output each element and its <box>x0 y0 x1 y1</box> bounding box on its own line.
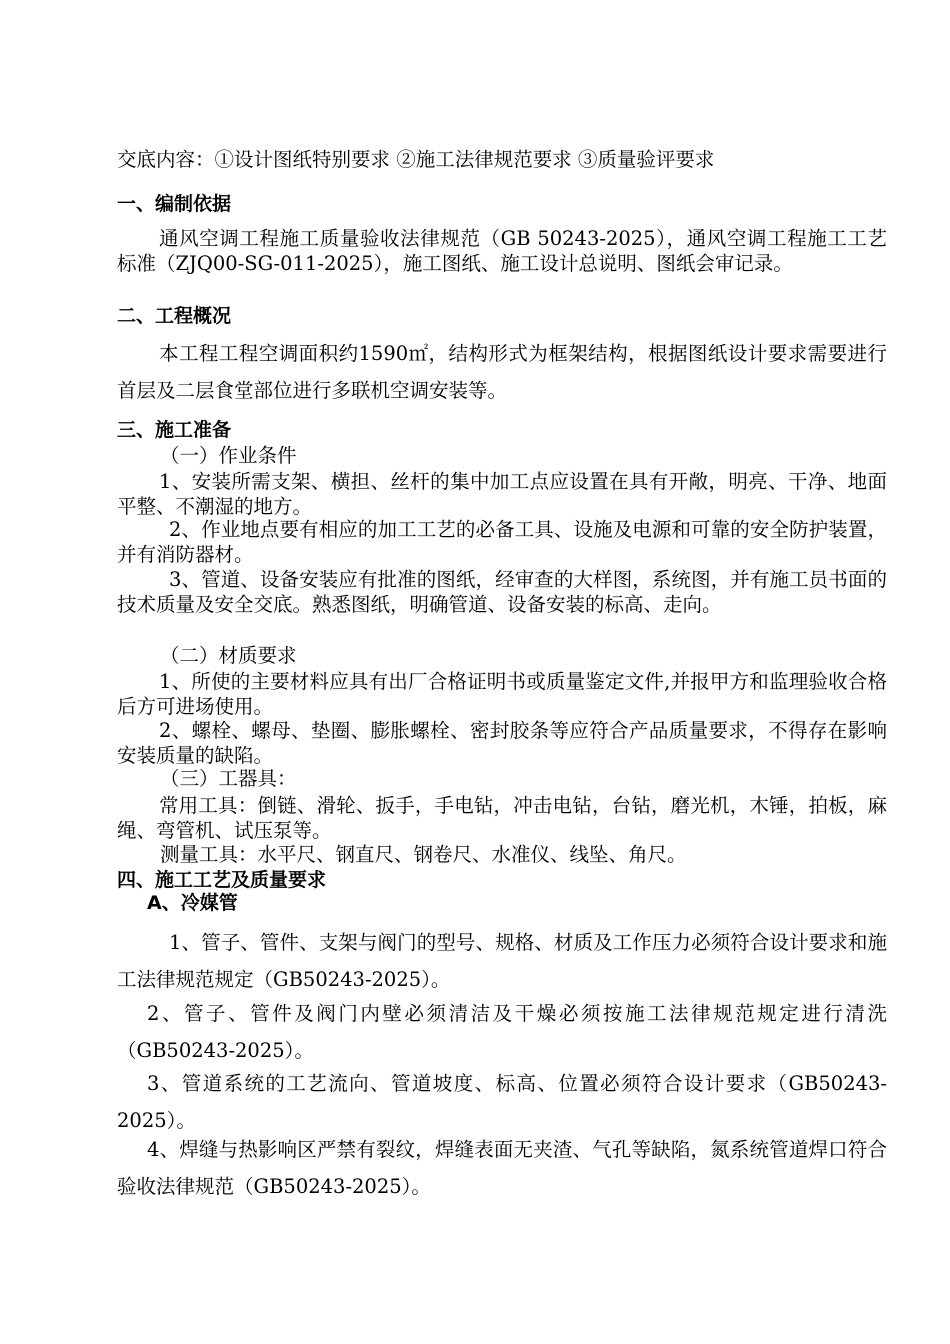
section-3-item-1: 1、安装所需支架、横担、丝杆的集中加工点应设置在具有开敞，明亮、干净、地面平整、不潮湿的地方。 <box>117 470 887 518</box>
section-4-heading: 四、施工工艺及质量要求 <box>117 869 327 891</box>
section-3-tools-common: 常用工具：倒链、滑轮、扳手，手电钻，冲击电钻，台钻，磨光机，木锤，拍板，麻绳、弯管机、试压泵等。 <box>117 794 887 842</box>
section-4-item-2: 2、管子、管件及阀门内壁必须清洁及干燥必须按施工法律规范规定进行清洗（GB50243-2025）。 <box>117 1002 887 1063</box>
section-3-sub-1: （一）作业条件 <box>160 444 297 467</box>
section-4-sub-a: A、冷媒管 <box>147 892 238 914</box>
section-3-item-2: 2、作业地点要有相应的加工工艺的必备工具、设施及电源和可靠的安全防护装置，并有消防器材。 <box>117 518 887 566</box>
section-4-item-3: 3、管道系统的工艺流向、管道坡度、标高、位置必须符合设计要求（GB50243-2025）。 <box>117 1072 887 1133</box>
section-2-text: 本工程工程空调面积约1590㎡，结构形式为框架结构，根据图纸设计要求需要进行首层及二层食堂部位进行多联机空调安装等。 <box>117 342 887 403</box>
section-3-sub-3: （三）工器具： <box>160 767 297 790</box>
section-3-item-3: 3、管道、设备安装应有批准的图纸，经审查的大样图，系统图，并有施工员书面的技术质量及安全交底。熟悉图纸，明确管道、设备安装的标高、走向。 <box>117 568 887 616</box>
section-1-heading: 一、编制依据 <box>117 193 232 215</box>
section-3-sub-2: （二）材质要求 <box>160 644 297 667</box>
section-4-item-1: 1、管子、管件、支架与阀门的型号、规格、材质及工作压力必须符合设计要求和施工法律规范规定（GB50243-2025）。 <box>117 931 887 992</box>
section-2-heading: 二、工程概况 <box>117 305 232 327</box>
section-3-item-5: 2、螺栓、螺母、垫圈、膨胀螺栓、密封胶条等应符合产品质量要求，不得存在影响安装质量的缺陷。 <box>117 719 887 767</box>
section-3-heading: 三、施工准备 <box>117 419 232 441</box>
section-3-item-4: 1、所使的主要材料应具有出厂合格证明书或质量鉴定文件,并报甲方和监理验收合格后方可进场使用。 <box>117 670 887 718</box>
section-1-text: 通风空调工程施工质量验收法律规范（GB 50243-2025），通风空调工程施工工艺标准（ZJQ00-SG-011-2025），施工图纸、施工设计总说明、图纸会审记录。 <box>117 227 887 275</box>
intro-line: 交底内容：①设计图纸特别要求 ②施工法律规范要求 ③质量验评要求 <box>117 148 715 171</box>
section-3-tools-measure: 测量工具：水平尺、钢直尺、钢卷尺、水准仪、线坠、角尺。 <box>160 843 687 866</box>
section-4-item-4: 4、焊缝与热影响区严禁有裂纹，焊缝表面无夹渣、气孔等缺陷，氮系统管道焊口符合验收法律规范（GB50243-2025）。 <box>117 1138 887 1199</box>
